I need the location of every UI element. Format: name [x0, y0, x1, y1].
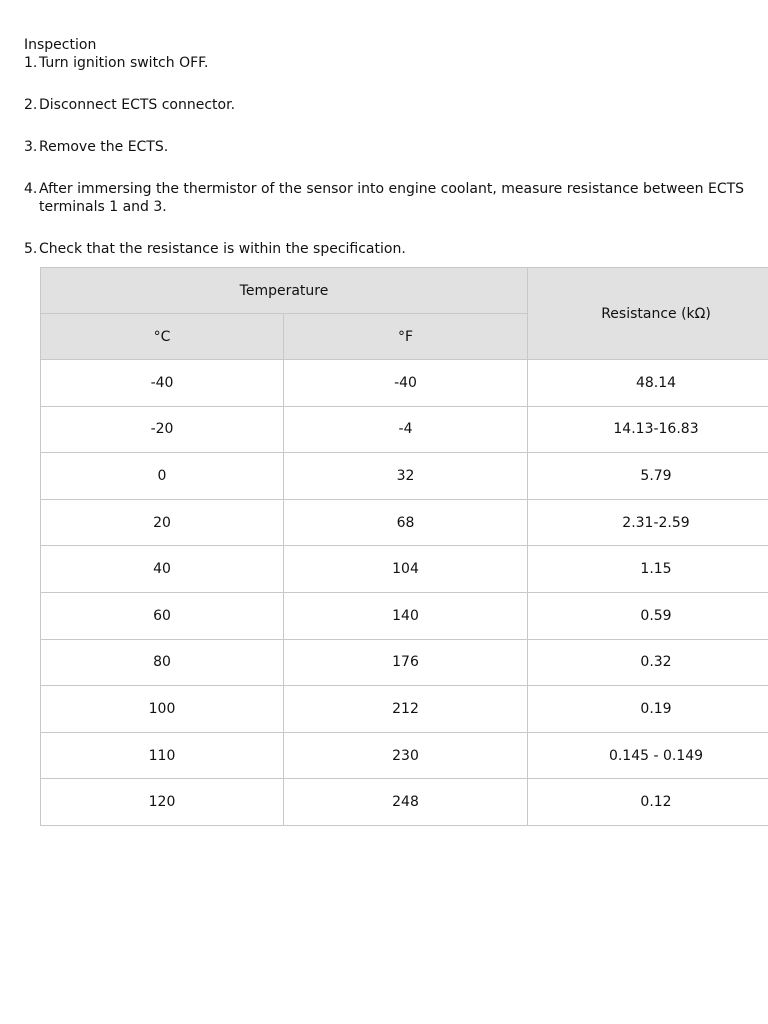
cell-fahrenheit: 68 — [284, 499, 528, 546]
cell-fahrenheit: 248 — [284, 779, 528, 826]
cell-celsius: 110 — [41, 732, 284, 779]
section-heading: Inspection — [24, 37, 97, 53]
cell-celsius: 120 — [41, 779, 284, 826]
step-text: Check that the resistance is within the specification. — [39, 241, 406, 257]
step-text: Disconnect ECTS connector. — [39, 97, 236, 113]
header-resistance: Resistance (kΩ) — [528, 268, 768, 360]
cell-fahrenheit: 176 — [284, 639, 528, 686]
inspection-steps — [24, 54, 768, 258]
cell-resistance: 0.32 — [528, 639, 768, 686]
table-row — [41, 360, 768, 407]
cell-resistance: 1.15 — [528, 546, 768, 593]
table-row — [41, 453, 768, 500]
step-text: After immersing the thermistor of the sensor into engine coolant, measure resistance between ECTS terminals 1 and 3. — [39, 181, 745, 215]
step-4 — [24, 180, 768, 216]
cell-celsius: 20 — [41, 499, 284, 546]
step-2 — [24, 96, 768, 114]
cell-celsius: -40 — [41, 360, 284, 407]
table-row — [41, 499, 768, 546]
cell-fahrenheit: -40 — [284, 360, 528, 407]
step-text: Remove the ECTS. — [39, 139, 169, 155]
cell-resistance: 0.12 — [528, 779, 768, 826]
header-temperature: Temperature — [41, 268, 528, 314]
step-number: 5. — [24, 241, 38, 257]
cell-resistance: 14.13-16.83 — [528, 406, 768, 453]
table-row — [41, 779, 768, 826]
cell-fahrenheit: 140 — [284, 592, 528, 639]
document-body — [24, 36, 768, 258]
table-row — [41, 592, 768, 639]
step-number: 4. — [24, 181, 38, 197]
cell-resistance: 0.19 — [528, 686, 768, 733]
table-row — [41, 639, 768, 686]
cell-resistance: 5.79 — [528, 453, 768, 500]
cell-celsius: 80 — [41, 639, 284, 686]
step-1 — [24, 54, 768, 72]
table-row — [41, 546, 768, 593]
cell-fahrenheit: -4 — [284, 406, 528, 453]
cell-fahrenheit: 32 — [284, 453, 528, 500]
cell-celsius: 100 — [41, 686, 284, 733]
step-text: Turn ignition switch OFF. — [39, 55, 209, 71]
step-number: 3. — [24, 139, 38, 155]
table-row — [41, 732, 768, 779]
cell-resistance: 0.59 — [528, 592, 768, 639]
step-number: 1. — [24, 55, 38, 71]
cell-resistance: 48.14 — [528, 360, 768, 407]
step-number: 2. — [24, 97, 38, 113]
cell-resistance: 2.31-2.59 — [528, 499, 768, 546]
header-fahrenheit: °F — [284, 314, 528, 360]
cell-celsius: 60 — [41, 592, 284, 639]
step-3 — [24, 138, 768, 156]
cell-fahrenheit: 104 — [284, 546, 528, 593]
resistance-spec-table — [40, 267, 768, 826]
table-row — [41, 406, 768, 453]
step-5 — [24, 240, 768, 258]
cell-celsius: 40 — [41, 546, 284, 593]
cell-fahrenheit: 230 — [284, 732, 528, 779]
cell-celsius: 0 — [41, 453, 284, 500]
cell-celsius: -20 — [41, 406, 284, 453]
cell-resistance: 0.145 - 0.149 — [528, 732, 768, 779]
cell-fahrenheit: 212 — [284, 686, 528, 733]
table-row — [41, 686, 768, 733]
header-celsius: °C — [41, 314, 284, 360]
